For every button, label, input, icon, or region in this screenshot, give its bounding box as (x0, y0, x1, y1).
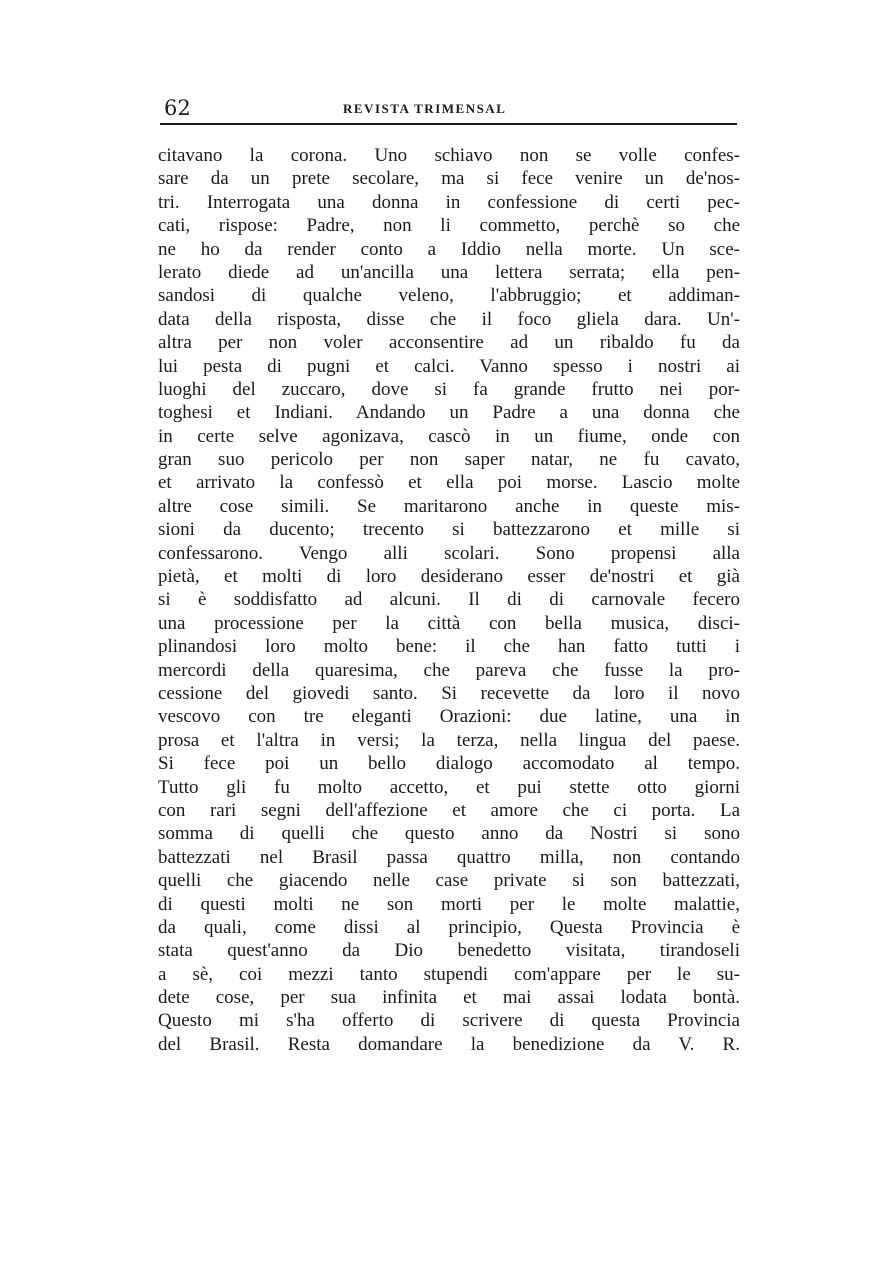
text-line: si è soddisfatto ad alcuni. Il di di carnovale fecero (158, 589, 740, 611)
text-line: sare da un prete secolare, ma si fece venire un de'nos- (158, 168, 740, 190)
text-line: battezzati nel Brasil passa quattro milla, non contando (158, 846, 740, 868)
text-line: sioni da ducento; trecento si battezzarono et mille si (158, 519, 740, 541)
text-line: lui pesta di pugni et calci. Vanno spesso i nostri ai (158, 355, 740, 377)
text-line: di questi molti ne son morti per le molte malattie, (158, 893, 740, 915)
text-line: lerato diede ad un'ancilla una lettera serrata; ella pen- (158, 261, 740, 283)
text-line: altra per non voler acconsentire ad un ribaldo fu da (158, 332, 740, 354)
text-line: Questo mi s'ha offerto di scrivere di questa Provincia (158, 1010, 740, 1032)
text-line: del Brasil. Resta domandare la benedizione da V. R. (158, 1033, 740, 1055)
text-line: tri. Interrogata una donna in confessione di certi pec- (158, 191, 740, 213)
text-line: luoghi del zuccaro, dove si fa grande frutto nei por- (158, 378, 740, 400)
text-line: cessione del giovedi santo. Si recevette da loro il novo (158, 682, 740, 704)
body-text (158, 144, 740, 1056)
text-line: confessarono. Vengo alli scolari. Sono propensi alla (158, 542, 740, 564)
text-line: citavano la corona. Uno schiavo non se volle confes- (158, 145, 740, 166)
text-line: plinandosi loro molto bene: il che han fatto tutti i (158, 636, 740, 658)
text-line: toghesi et Indiani. Andando un Padre a una donna che (158, 402, 740, 424)
text-line: ne ho da render conto a Iddio nella morte. Un sce- (158, 238, 740, 260)
text-line: a sè, coi mezzi tanto stupendi com'appare per le su- (158, 963, 740, 985)
text-line: gran suo pericolo per non saper natar, ne fu cavato, (158, 449, 740, 471)
journal-title: REVISTA TRIMENSAL (343, 101, 507, 116)
text-line: data della risposta, disse che il foco gliela dara. Un'- (158, 308, 740, 330)
text-line: con rari segni dell'affezione et amore che ci porta. La (158, 799, 740, 821)
page-number: 62 (164, 96, 191, 120)
text-line: mercordi della quaresima, che pareva che fusse la pro- (158, 659, 740, 681)
text-line: cati, rispose: Padre, non li commetto, perchè so che (158, 215, 740, 237)
text-line: stata quest'anno da Dio benedetto visitata, tirandoseli (158, 940, 740, 962)
running-header (160, 96, 737, 122)
text-line: Si fece poi un bello dialogo accomodato al tempo. (158, 753, 740, 775)
text-line: prosa et l'altra in versi; la terza, nella lingua del paese. (158, 729, 740, 751)
text-line: altre cose simili. Se maritarono anche in queste mis- (158, 495, 740, 517)
text-line: pietà, et molti di loro desiderano esser de'nostri et già (158, 566, 740, 588)
text-line: una processione per la città con bella musica, disci- (158, 612, 740, 634)
text-line: quelli che giacendo nelle case private si son battezzati, (158, 870, 740, 892)
text-line: da quali, come dissi al principio, Questa Provincia è (158, 916, 740, 938)
text-line: in certe selve agonizava, cascò in un fiume, onde con (158, 425, 740, 447)
text-line: Tutto gli fu molto accetto, et pui stette otto giorni (158, 776, 740, 798)
text-line: et arrivato la confessò et ella poi morse. Lascio molte (158, 472, 740, 494)
text-line: vescovo con tre eleganti Orazioni: due latine, una in (158, 706, 740, 728)
header-rule (160, 123, 737, 125)
text-line: somma di quelli che questo anno da Nostri si sono (158, 823, 740, 845)
text-line: dete cose, per sua infinita et mai assai lodata bontà. (158, 987, 740, 1009)
text-line: sandosi di qualche veleno, l'abbruggio; et addiman- (158, 285, 740, 307)
